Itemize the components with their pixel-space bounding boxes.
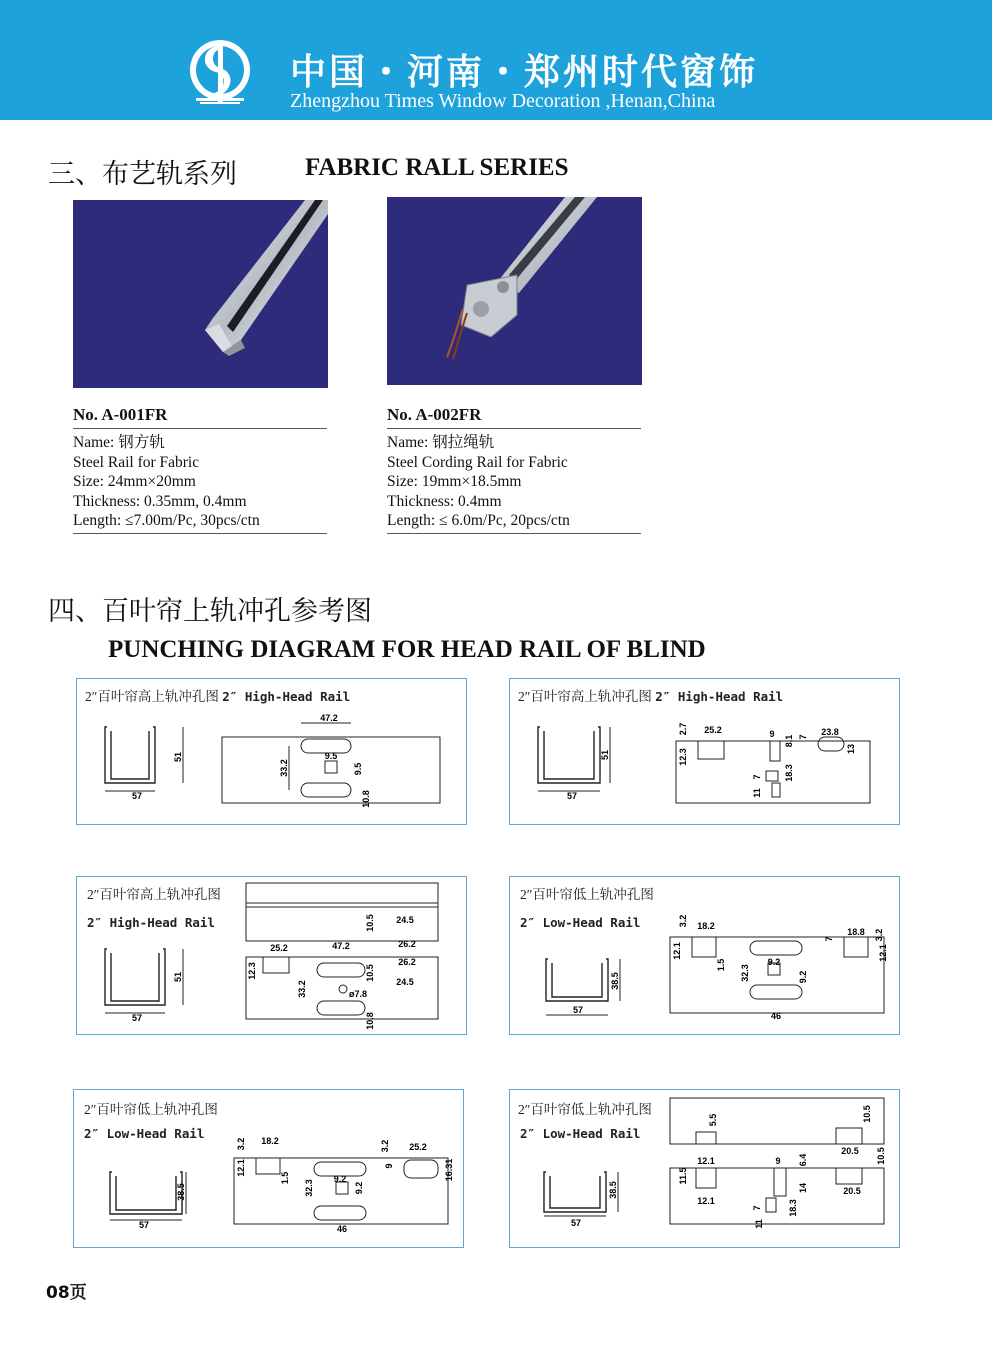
dim-label: 10.5 (365, 964, 375, 982)
cording-rail-image (387, 197, 642, 385)
dim-label: 11 (754, 1219, 764, 1229)
dim-label: 12.1 (697, 1156, 715, 1166)
dim-label: 33.2 (297, 980, 307, 998)
product-desc: Steel Cording Rail for Fabric (387, 453, 568, 471)
dim-label: 9 (775, 1156, 781, 1166)
dim-label: 3.2 (874, 928, 884, 942)
dim-label: 8.1 (784, 734, 794, 748)
header-title-en: Zhengzhou Times Window Decoration ,Henan,China (290, 90, 716, 112)
dim-width: 57 (131, 1013, 143, 1023)
dim-label: 10.5 (365, 914, 375, 932)
diagram-title-en: 2″ Low-Head Rail (520, 1126, 641, 1141)
dim-width: 57 (566, 791, 578, 801)
dim-label: 9.2 (354, 1181, 364, 1195)
diagram-1-drawing (77, 679, 466, 824)
dim-label: 18.3 (784, 764, 794, 782)
diagram-title-en: 2″ Low-Head Rail (520, 915, 641, 930)
dim-label: 32.3 (304, 1179, 314, 1197)
dim-label: 32.3 (740, 964, 750, 982)
dim-label: 7 (752, 774, 762, 780)
dim-label: 33.2 (279, 759, 289, 777)
diagram-3 (76, 876, 467, 1035)
dim-label: 12.1 (878, 944, 888, 962)
diagram-2 (509, 678, 900, 825)
dim-width: 57 (572, 1005, 584, 1015)
dim-label: 7 (798, 734, 808, 740)
dim-label: 9.2 (333, 1174, 347, 1184)
diagram-title-cn: 2″百叶帘低上轨冲孔图 (518, 1102, 652, 1117)
dim-label: 25.2 (704, 725, 722, 735)
diagram-5-drawing (74, 1090, 463, 1247)
dim-label: 18.2 (697, 921, 715, 931)
dim-label: 9 (769, 729, 775, 739)
dim-label: 10.8 (361, 790, 371, 808)
diagram-2-drawing (510, 679, 899, 824)
product-photo-a002fr (387, 197, 642, 385)
diagram-title-cn: 2″百叶帘低上轨冲孔图 (520, 887, 654, 902)
dim-height: 51 (173, 971, 183, 983)
dim-label: 3.2 (380, 1139, 390, 1153)
dim-label: 12.3 (678, 748, 688, 766)
diagram-1 (76, 678, 467, 825)
product-a002fr (387, 405, 641, 534)
dim-label: 9.5 (324, 751, 338, 761)
section4-title-en: PUNCHING DIAGRAM FOR HEAD RAIL OF BLIND (108, 636, 706, 663)
diagram-title-cn: 2″百叶帘低上轨冲孔图 (84, 1102, 218, 1117)
dim-label: 9.5 (353, 762, 363, 776)
divider (73, 533, 327, 534)
section3-title-en: FABRIC RALL SERIES (305, 154, 569, 181)
dim-label: 12.1 (236, 1159, 246, 1177)
steel-rail-image (73, 200, 328, 388)
divider (387, 533, 641, 534)
dim-height: 51 (173, 751, 183, 763)
diagram-3-drawing (77, 877, 466, 1034)
dim-height: 38.5 (176, 1183, 186, 1201)
product-desc: Steel Rail for Fabric (73, 453, 200, 471)
diagram-title-en: 2″ High-Head Rail (87, 915, 215, 930)
dim-label: 12.3 (247, 962, 257, 980)
dim-label: 7 (824, 936, 834, 942)
dim-label: 11 (752, 788, 762, 798)
dim-label: 9 (384, 1163, 394, 1169)
diagram-title-cn: 2″百叶帘高上轨冲孔图 (87, 887, 221, 902)
dim-height: 38.5 (610, 972, 620, 990)
dim-label: 14 (798, 1182, 808, 1194)
dim-label: 13 (846, 743, 856, 755)
dim-label: ø7.8 (349, 989, 368, 999)
dim-width: 57 (131, 791, 143, 801)
diagram-title: 2″百叶帘高上轨冲孔图 2″ High-Head Rail (85, 689, 351, 704)
product-thickness: Thickness: 0.35mm, 0.4mm (73, 492, 247, 510)
dim-width: 57 (570, 1218, 582, 1228)
product-length: Length: ≤ 6.0m/Pc, 20pcs/ctn (387, 512, 570, 529)
dim-label: 10.8 (365, 1012, 375, 1030)
diagram-5 (73, 1089, 464, 1248)
product-thickness: Thickness: 0.4mm (387, 492, 502, 510)
dim-label: 3.2 (236, 1137, 246, 1151)
dim-label: 3.2 (678, 914, 688, 928)
product-number: No. A-001FR (73, 405, 327, 429)
dim-label: 25.2 (270, 943, 288, 953)
dim-label: 5.5 (708, 1113, 718, 1127)
dim-label: 26.2 (398, 957, 416, 967)
dim-height: 38.5 (608, 1181, 618, 1199)
product-number: No. A-002FR (387, 405, 641, 429)
dim-label: 11.5 (678, 1167, 688, 1185)
dim-label: 2.7 (678, 722, 688, 736)
dim-label: 24.5 (396, 977, 414, 987)
product-size: Size: 19mm×18.5mm (387, 473, 522, 490)
section4-title-cn: 四、百叶帘上轨冲孔参考图 (48, 596, 372, 627)
dim-label: 20.5 (843, 1186, 861, 1196)
product-a001fr (73, 405, 327, 534)
diagram-title-en: 2″ Low-Head Rail (84, 1126, 205, 1141)
dim-label: 46 (336, 1224, 348, 1234)
dim-height: 51 (600, 749, 610, 761)
dim-label: 26.2 (398, 939, 416, 949)
diagram-4 (509, 876, 900, 1035)
dim-label: 1.5 (280, 1171, 290, 1185)
dim-label: 12.1 (672, 942, 682, 960)
company-logo-icon (188, 38, 252, 106)
dim-label: 10.5 (862, 1105, 872, 1123)
product-name: Name: 钢拉绳轨 (387, 434, 495, 451)
section3-title-cn: 三、布艺轨系列 (48, 159, 237, 190)
dim-label: 46 (770, 1011, 782, 1021)
dim-label: 47.2 (320, 713, 338, 723)
dim-label: 6.4 (798, 1153, 808, 1167)
dim-label: 12.1 (697, 1196, 715, 1206)
page-header (0, 0, 992, 120)
diagram-6-drawing (510, 1090, 899, 1247)
dim-label: 7 (752, 1205, 762, 1211)
dim-label: 23.8 (821, 727, 839, 737)
dim-label: 25.2 (409, 1142, 427, 1152)
dim-label: 18.2 (261, 1136, 279, 1146)
product-size: Size: 24mm×20mm (73, 473, 196, 490)
dim-label: 47.2 (332, 941, 350, 951)
header-title-cn: 中国・河南・郑州时代窗饰 (290, 52, 759, 93)
product-length: Length: ≤7.00m/Pc, 30pcs/ctn (73, 512, 260, 529)
dim-label: 24.5 (396, 915, 414, 925)
diagram-title: 2″百叶帘高上轨冲孔图 2″ High-Head Rail (518, 689, 784, 704)
page-number: 08页 (46, 1283, 87, 1303)
diagram-6 (509, 1089, 900, 1248)
product-name: Name: 钢方轨 (73, 434, 165, 451)
dim-label: 20.5 (841, 1146, 859, 1156)
dim-label: 18.8 (847, 927, 865, 937)
dim-label: 16.31 (444, 1158, 454, 1182)
dim-width: 57 (138, 1220, 150, 1230)
dim-label: 9.2 (767, 957, 781, 967)
dim-label: 18.3 (788, 1199, 798, 1217)
dim-label: 10.5 (876, 1147, 886, 1165)
dim-label: 9.2 (798, 970, 808, 984)
diagram-4-drawing (510, 877, 899, 1034)
product-photo-a001fr (73, 200, 328, 388)
dim-label: 1.5 (716, 958, 726, 972)
